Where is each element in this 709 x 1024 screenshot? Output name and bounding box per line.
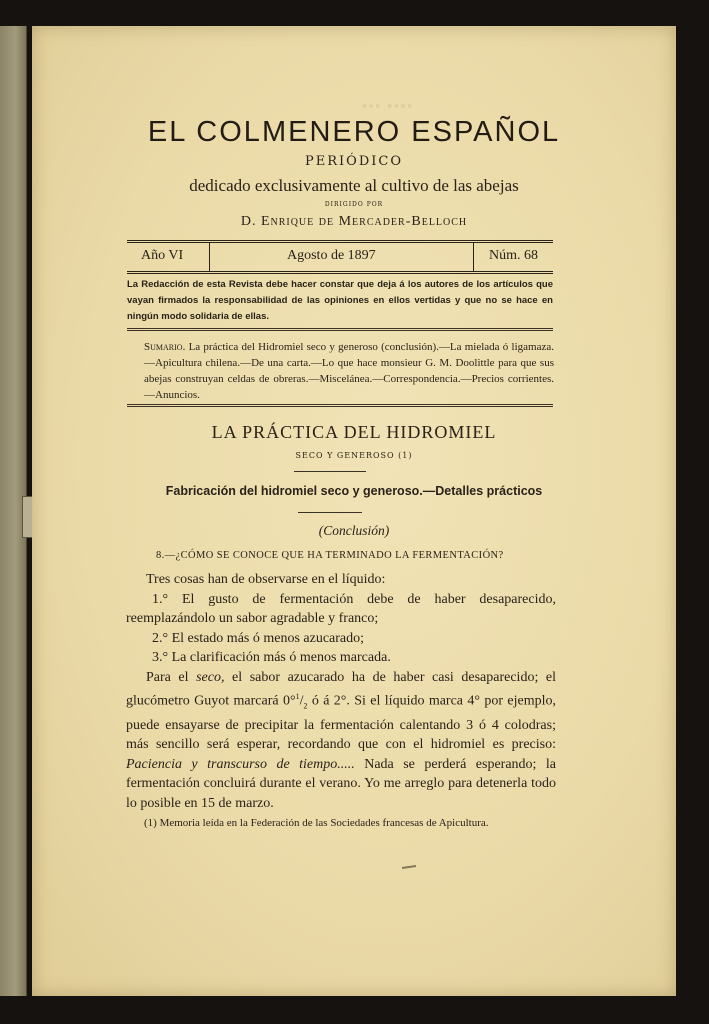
divider xyxy=(473,243,474,271)
periodico-label: PERIÓDICO xyxy=(305,154,403,169)
list-item: 1.° El gusto de fermentación debe de haber desaparecido, reemplazándolo un sabor agradable y franco; xyxy=(126,591,556,626)
summary xyxy=(144,339,554,403)
question-heading: 8.—¿CÓMO SE CONOCE QUE HA TERMINADO LA FERMENTACIÓN? xyxy=(156,550,504,561)
article-body xyxy=(126,570,556,813)
double-rule xyxy=(127,404,553,407)
body-paragraph: Para el seco, el sabor azucarado ha de haber casi desaparecido; el glucómetro Guyot marcará $0^\circ^1/_2$ ó á 2°. Si el líquido marca 4° por ejemplo, puede ensayarse de precipitar la fermentación calentando 3 ó 4 colodras; más sencillo será esperar, recordando que con el hidromiel es preciso: Paciencia y transcurso de tiempo..... Nada se perderá esperando; la fermentación concluirá durante el verano. Yo me arreglo para detenerla todo lo posible en 15 de marzo. xyxy=(126,669,557,811)
divider xyxy=(294,471,366,472)
divider xyxy=(298,512,362,513)
list-item: 2.° El estado más ó menos azucarado; xyxy=(152,630,365,646)
masthead-title: EL COLMENERO ESPAÑOL xyxy=(147,116,561,148)
ink-smudge xyxy=(402,865,416,869)
summary-text: La práctica del Hidromiel seco y generoso (conclusión).—La mielada ó ligamaza.—Apicultura chilena.—De una carta.—Lo que hace monsieur G. M. Doolittle para que sus abejas construyan celdas de obreras.—Miscelánea.—Correspondencia.—Precios corrientes.—Anuncios. xyxy=(144,341,554,401)
article-subtitle: SECO Y GENEROSO (1) xyxy=(295,451,413,460)
masthead-subtitle: dedicado exclusivamente al cultivo de las abejas xyxy=(189,176,519,195)
issue-year: Año VI xyxy=(141,248,184,263)
issue-info-bar xyxy=(127,240,553,274)
conclusion-label: (Conclusión) xyxy=(318,523,390,538)
divider xyxy=(209,243,210,271)
director-name: D. Enrique de Mercader-Belloch xyxy=(240,214,468,229)
summary-label: Sumario. xyxy=(144,341,186,353)
bleed-through-marks: ▪▪▪ ▪▪▪▪ xyxy=(362,98,414,113)
double-rule xyxy=(127,328,553,331)
issue-date: Agosto de 1897 xyxy=(287,248,376,263)
editorial-notice: La Redacción de esta Revista debe hacer constar que deja á los autores de los artículos que vayan firmados la responsabilidad de las opiniones en ellos vertidas y que no se hace en ningún modo solidaria de ellas. xyxy=(127,279,553,322)
footnote: (1) Memoria leída en la Federación de las Sociedades francesas de Apicultura. xyxy=(144,817,489,829)
article-title: LA PRÁCTICA DEL HIDROMIEL xyxy=(211,422,497,442)
body-paragraph: Tres cosas han de observarse en el líquido: xyxy=(146,572,386,587)
list-item: 3.° La clarificación más ó menos marcada. xyxy=(152,650,391,665)
section-heading: Fabricación del hidromiel seco y generoso.—Detalles prácticos xyxy=(165,484,543,498)
dirigido-label: DIRIGIDO POR xyxy=(324,201,384,208)
journal-page xyxy=(32,26,676,996)
issue-number: Núm. 68 xyxy=(489,248,538,263)
